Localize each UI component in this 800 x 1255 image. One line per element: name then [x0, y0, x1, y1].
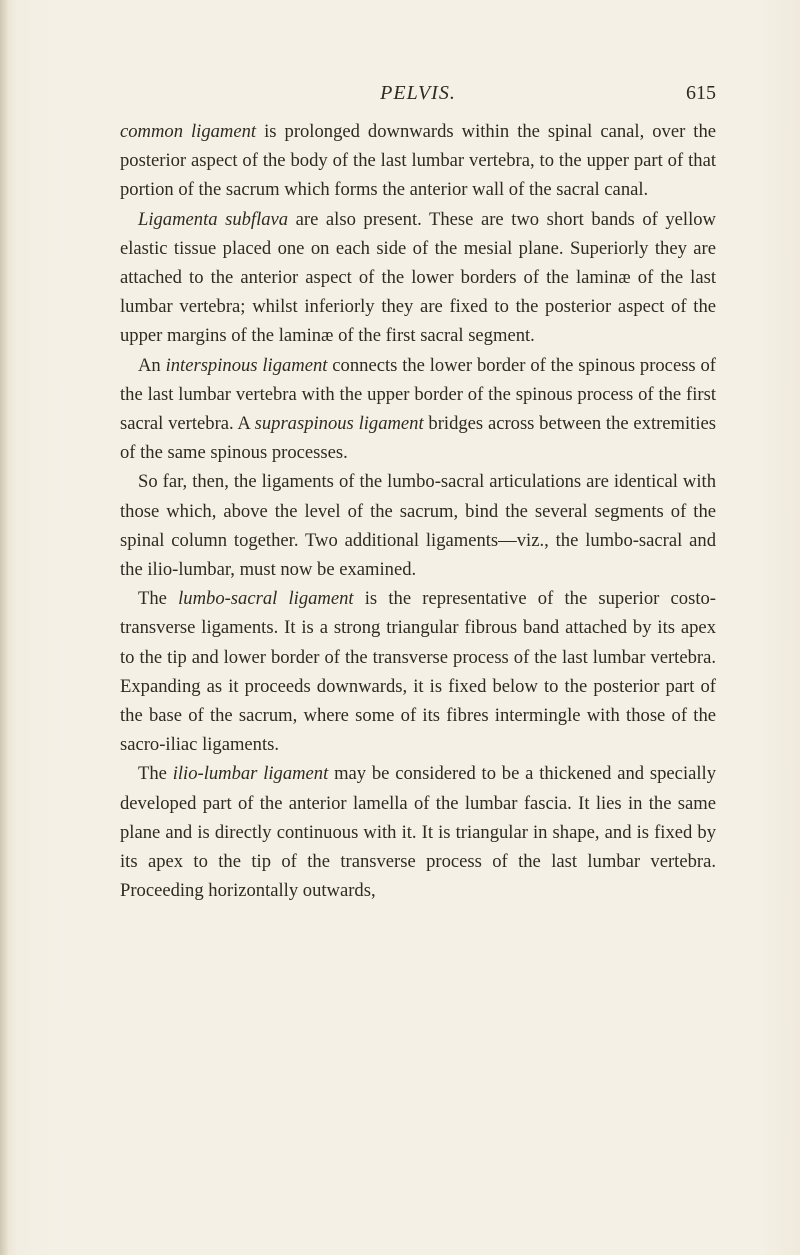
- paragraph: [120, 117, 716, 205]
- text-italic: interspinous ligament: [165, 354, 328, 376]
- text-italic: common ligament: [120, 121, 257, 142]
- text-run: may be considered to be a thickened and specially developed part of the anterior lamella of the lumbar fascia. It lies in the same plane and is directly continuous with it. It is triangular in shape, and is fixed by its apex to the tip of the transverse process of the last lumbar vertebra. Proceeding horizontally outwards,: [120, 763, 716, 902]
- text-italic: ilio-lumbar ligament: [172, 763, 329, 785]
- text-run: The: [138, 588, 179, 610]
- text-run: is prolonged downwards within the spinal canal, over the posterior aspect of the body of the last lumbar vertebra, to the upper part of that portion of the sacrum which forms the anterior wall of the sacral canal.: [120, 121, 716, 201]
- page-binding-edge: [0, 0, 8, 1255]
- page-number: 615: [686, 82, 716, 104]
- text-run: bridges across between the extremities of the same spinous processes.: [120, 413, 717, 464]
- running-head: [120, 78, 716, 108]
- paragraph: [120, 759, 716, 905]
- paragraph: [120, 205, 716, 351]
- text-run: connects the lower border of the spinous process of the last lumbar vertebra with the upper border of the spinous process of the first sacral vertebra. A: [120, 354, 717, 435]
- paragraph: [120, 351, 716, 468]
- paragraph: [120, 467, 716, 584]
- paragraph: [120, 584, 716, 759]
- text-run: The: [138, 763, 173, 785]
- running-title: PELVIS.: [380, 82, 456, 104]
- text-italic: supraspinous ligament: [254, 413, 424, 435]
- text-italic: lumbo-sacral ligament: [178, 588, 354, 610]
- text-run: are also present. These are two short bands of yellow elastic tissue placed one on each side of the mesial plane. Superiorly they are attached to the anterior aspect of the lower borders of the laminæ of the last lumbar vertebra; whilst inferiorly they are fixed to the posterior aspect of the upper margins of the laminæ of the first sacral segment.: [120, 208, 716, 347]
- text-run: is the representative of the superior costo-transverse ligaments. It is a strong triangular fibrous band attached by its apex to the tip and lower border of the transverse process of the last lumbar vertebra. Expanding as it proceeds downwards, it is fixed below to the posterior part of the base of the sacrum, where some of its fibres intermingle with those of the sacro-iliac ligaments.: [120, 588, 716, 756]
- body-text: [120, 117, 716, 905]
- text-run: An: [138, 354, 166, 376]
- text-run: So far, then, the ligaments of the lumbo-sacral articulations are identical with those which, above the level of the sacrum, bind the several segments of the spinal column together. Two additional ligaments—viz., the lumbo-sacral and the ilio-lumbar, must now be examined.: [120, 471, 716, 581]
- text-italic: Ligamenta subflava: [138, 208, 289, 230]
